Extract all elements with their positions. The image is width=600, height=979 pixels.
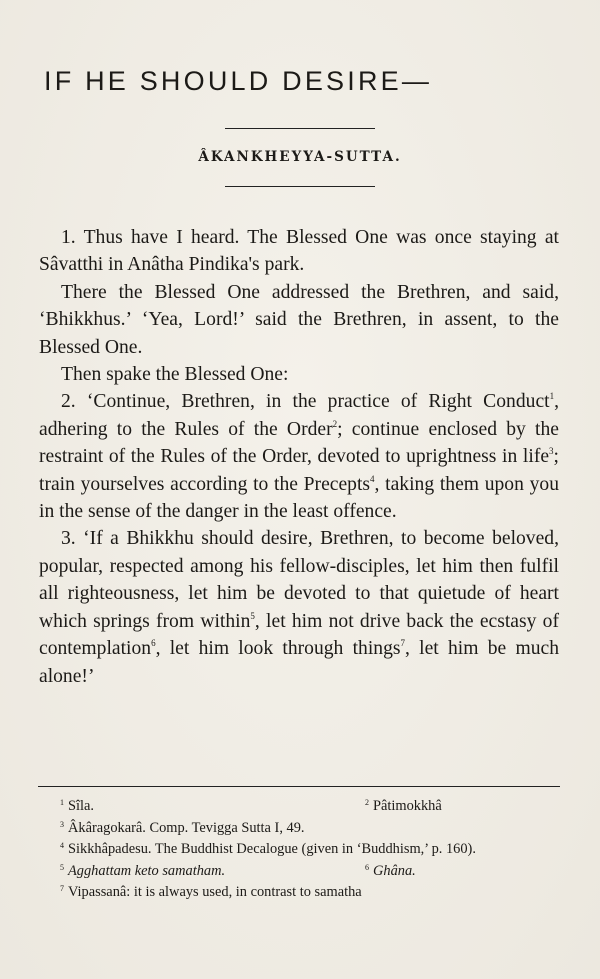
footnote-ref: 4 — [370, 473, 375, 484]
footnote-number: 7 — [60, 884, 64, 893]
footnote-5: Agghattam keto samatham. — [68, 862, 226, 879]
footnote-row — [60, 861, 560, 883]
footnote-ref: 6 — [151, 638, 156, 649]
footnote-6-wrap — [365, 861, 416, 883]
footnote-3: Âkâragokarâ. Comp. Tevigga Sutta I, 49. — [68, 819, 305, 836]
body-text — [39, 224, 559, 690]
paragraph-3: Then spake the Blessed One: — [61, 364, 289, 386]
divider-top — [225, 128, 375, 129]
footnote-number: 4 — [60, 841, 64, 850]
paragraph-4 — [39, 388, 559, 525]
paragraph-5-text: 3. ‘If a Bhikkhu should desire, Brethren, to become beloved, popular, respected among his fellow-disciples, let him then fulfil all righteousness, let him be devoted to that quietude of heart which springs from within — [39, 528, 559, 632]
footnote-divider — [38, 786, 560, 787]
footnote-row — [60, 818, 560, 840]
footnote-number: 5 — [60, 862, 64, 872]
paragraph-4-text: 2. ‘Continue, Brethren, in the practice of Right Conduct — [61, 391, 550, 413]
sutta-subtitle: ÂKANKHEYYA-SUTTA. — [198, 149, 402, 165]
footnote-ref: 3 — [549, 446, 554, 457]
footnote-row — [60, 796, 560, 818]
footnote-ref: 1 — [549, 391, 555, 402]
paragraph-1: 1. Thus have I heard. The Blessed One was once staying at Sâvatthi in Anâtha Pindika's park. — [39, 227, 559, 276]
paragraph-5-text: , let him be much alone!’ — [39, 638, 559, 687]
divider-bottom — [225, 186, 375, 187]
footnote-4: Sikkhâpadesu. The Buddhist Decalogue (given in ‘Buddhism,’ p. 160). — [68, 841, 476, 857]
footnote-2: Pâtimokkhâ — [373, 798, 442, 814]
paragraph-2: There the Blessed One addressed the Brethren, and said, ‘Bhikkhus.’ ‘Yea, Lord!’ said the Brethren, in assent, to the Blessed One. — [39, 281, 559, 358]
paragraph-5 — [39, 525, 559, 689]
footnote-number: 3 — [60, 819, 64, 829]
footnote-number: 6 — [365, 862, 369, 872]
footnotes — [60, 796, 560, 904]
footnote-ref: 7 — [400, 638, 405, 649]
chapter-title: IF HE SHOULD DESIRE— — [44, 66, 433, 96]
paragraph-4-text: ; continue enclosed by the restraint of the Rules of the Order, devoted to uprightness in life — [39, 418, 559, 468]
footnote-number: 2 — [365, 798, 369, 807]
footnote-1: Sîla. — [68, 798, 94, 814]
footnote-2-wrap — [365, 796, 442, 818]
paragraph-5-text: , let him not drive back the ecstasy of contemplation — [39, 610, 559, 660]
footnote-row — [60, 882, 560, 904]
footnote-ref: 5 — [250, 610, 255, 621]
paragraph-4-text: ; train yourselves according to the Precepts — [39, 446, 559, 495]
footnote-ref: 2 — [332, 418, 338, 429]
footnote-row — [60, 839, 560, 861]
footnote-number: 1 — [60, 798, 64, 807]
paragraph-5-text: , let him look through things — [155, 638, 401, 660]
paragraph-4-text: , taking them upon you in the sense of the danger in the least offence. — [39, 473, 559, 523]
footnote-6: Ghâna. — [373, 862, 416, 879]
footnote-7: Vipassanâ: it is always used, in contrast to samatha — [68, 884, 362, 900]
paragraph-4-text: , adhering to the Rules of the Order — [39, 391, 559, 440]
